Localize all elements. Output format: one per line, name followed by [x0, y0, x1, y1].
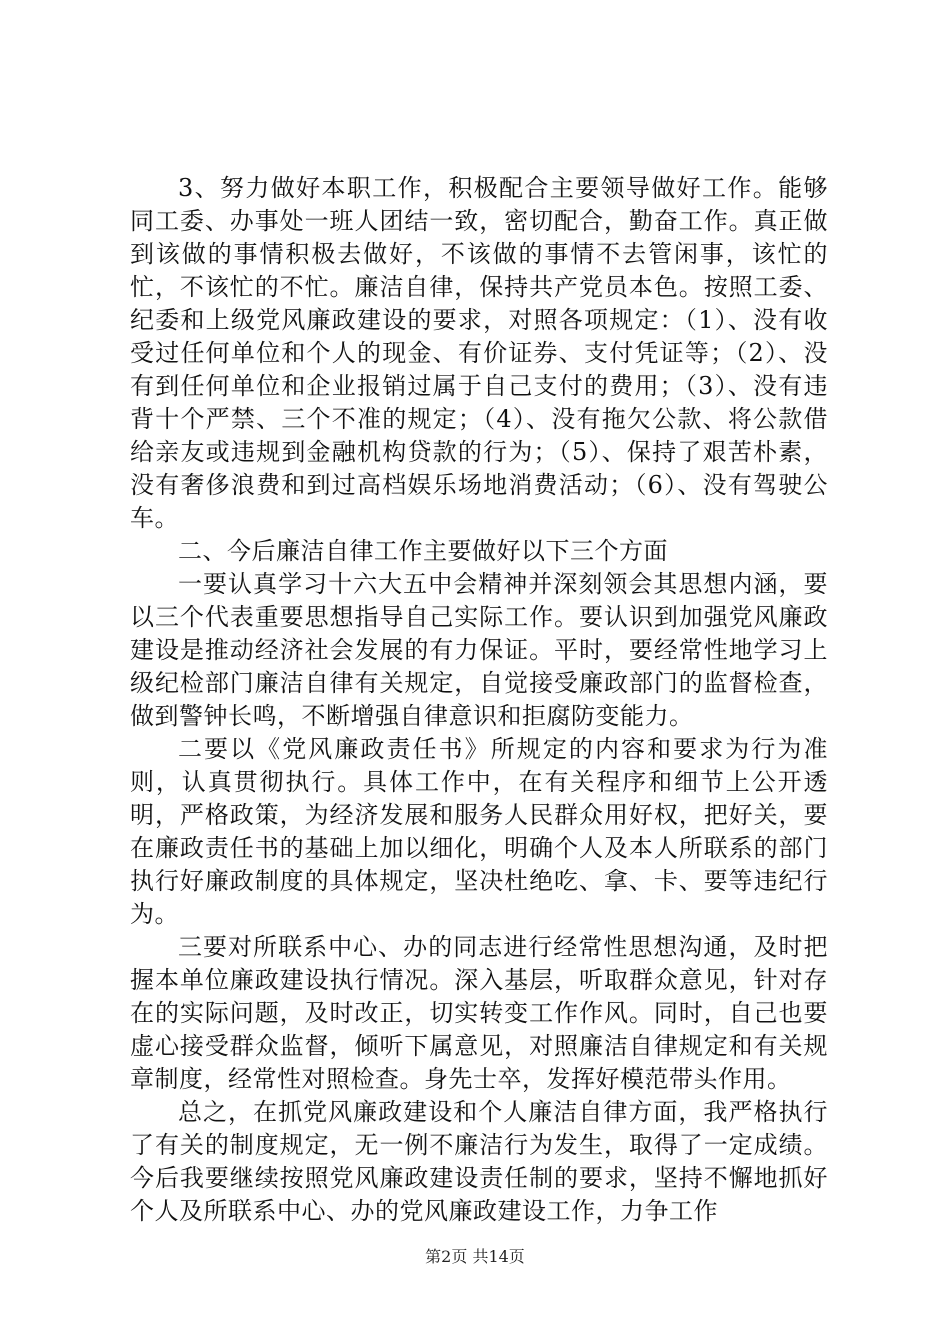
document-body [130, 172, 828, 1228]
paragraph-point-one: 一要认真学习十六大五中会精神并深刻领会其思想内涵，要以三个代表重要思想指导自己实际工作。要认识到加强党风廉政建设是推动经济社会发展的有力保证。平时，要经常性地学习上级纪检部门廉洁自律有关规定，自觉接受廉政部门的监督检查，做到警钟长鸣，不断增强自律意识和拒腐防变能力。 [130, 570, 828, 730]
paragraph-point-three: 三要对所联系中心、办的同志进行经常性思想沟通，及时把握本单位廉政建设执行情况。深入基层，听取群众意见，针对存在的实际问题，及时改正，切实转变工作作风。同时，自己也要虚心接受群众监督，倾听下属意见，对照廉洁自律规定和有关规章制度，经常性对照检查。身先士卒，发挥好模范带头作用。 [130, 933, 828, 1093]
paragraph-summary: 总之，在抓党风廉政建设和个人廉洁自律方面，我严格执行了有关的制度规定，无一例不廉洁行为发生，取得了一定成绩。今后我要继续按照党风廉政建设责任制的要求，坚持不懈地抓好个人及所联系中心、办的党风廉政建设工作，力争工作 [130, 1098, 828, 1225]
paragraph-self-discipline: 3、努力做好本职工作，积极配合主要领导做好工作。能够同工委、办事处一班人团结一致，密切配合，勤奋工作。真正做到该做的事情积极去做好，不该做的事情不去管闲事，该忙的忙，不该忙的不忙。廉洁自律，保持共产党员本色。按照工委、纪委和上级党风廉政建设的要求，对照各项规定：（1）、没有收受过任何单位和个人的现金、有价证券、支付凭证等；（2）、没有到任何单位和企业报销过属于自己支付的费用；（3）、没有违背十个严禁、三个不准的规定；（4）、没有拖欠公款、将公款借给亲友或违规到金融机构贷款的行为；（5）、保持了艰苦朴素，没有奢侈浪费和到过高档娱乐场地消费活动；（6）、没有驾驶公车。 [130, 174, 828, 532]
page-number-label: 第2页 共14页 [425, 1247, 525, 1266]
page-footer [0, 1244, 950, 1267]
paragraph-point-two: 二要以《党风廉政责任书》所规定的内容和要求为行为准则，认真贯彻执行。具体工作中，在有关程序和细节上公开透明，严格政策，为经济发展和服务人民群众用好权，把好关，要在廉政责任书的基础上加以细化，明确个人及本人所联系的部门执行好廉政制度的具体规定，坚决杜绝吃、拿、卡、要等违纪行为。 [130, 735, 828, 928]
section-heading-future-work: 二、今后廉洁自律工作主要做好以下三个方面 [178, 537, 668, 565]
